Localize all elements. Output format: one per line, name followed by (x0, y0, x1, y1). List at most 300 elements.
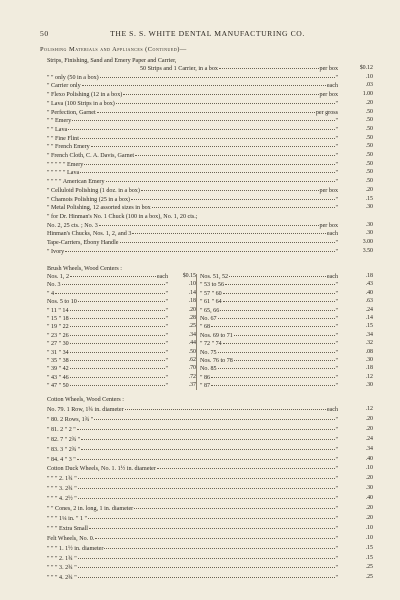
item-unit: " (335, 366, 338, 373)
item-unit: per box (319, 92, 338, 99)
price-row (47, 526, 340, 532)
item-label: " Celluloid Polishing (1 doz. in a box) (47, 187, 140, 194)
item-label: " Ivory (47, 248, 65, 255)
item-price: .34 (188, 331, 196, 338)
price-row (47, 214, 340, 220)
item-price: .50 (365, 108, 373, 115)
item-unit: per box (319, 187, 338, 194)
item-price: .37 (188, 382, 196, 389)
item-unit: " (335, 126, 338, 133)
item-price: .30 (365, 382, 373, 389)
item-unit: " (335, 74, 338, 81)
item-price: .50 (365, 152, 373, 158)
price-row (47, 333, 170, 339)
item-unit: " (165, 341, 168, 348)
item-unit: " (335, 196, 338, 203)
price-row (200, 282, 340, 288)
item-label: " 82. 7 " 2¾ " (47, 436, 81, 443)
dot-leader (70, 352, 165, 353)
item-label: " " Emery (47, 118, 72, 125)
dot-leader (94, 419, 334, 420)
item-label: Nos. 69 to 71 (200, 332, 233, 339)
dot-leader (223, 343, 335, 344)
dot-leader (78, 301, 165, 302)
item-label: 50 Strips and 1 Carrier, in a box (140, 66, 218, 72)
dot-leader (70, 343, 165, 344)
item-price: .72 (188, 373, 196, 380)
item-unit: " (165, 366, 168, 373)
item-unit: " (335, 535, 338, 542)
item-price: .30 (365, 221, 373, 228)
brush-heading: Brush Wheels, Wood Centers : (47, 266, 122, 272)
price-row (47, 516, 340, 522)
dot-leader (125, 409, 326, 410)
column-divider (196, 274, 197, 390)
item-unit: " (165, 358, 168, 364)
dot-leader (70, 318, 165, 319)
item-price: .50 (365, 125, 373, 132)
item-price: .20 (365, 475, 373, 482)
item-price: .50 (188, 348, 196, 355)
item-unit: " (335, 506, 338, 512)
item-unit: " (335, 486, 338, 493)
price-row (47, 110, 340, 116)
item-unit: " (335, 383, 338, 390)
page-title: THE S. S. WHITE DENTAL MANUFACTURING CO. (110, 29, 305, 38)
item-price: .25 (188, 323, 196, 330)
price-row (47, 341, 170, 347)
dot-leader (120, 242, 335, 243)
item-unit: " (165, 307, 168, 314)
price-row (200, 341, 340, 347)
dot-leader (229, 276, 326, 277)
item-unit: " (335, 205, 338, 212)
price-row (200, 291, 340, 297)
price-row (47, 437, 340, 443)
price-row (47, 101, 340, 107)
dot-leader (134, 508, 334, 509)
item-unit: " (165, 282, 168, 289)
dot-leader (70, 335, 165, 336)
item-label: " " " 3. 2¾ " (47, 486, 77, 493)
item-price: .18 (365, 365, 373, 372)
item-label: " " " Extra Small (47, 525, 88, 532)
dot-leader (77, 459, 335, 460)
price-row (47, 75, 340, 81)
item-unit: " (335, 307, 338, 314)
item-unit: " (165, 374, 168, 381)
dot-leader (77, 429, 335, 430)
item-price: .63 (365, 298, 373, 305)
item-label: " " " " American Emery (47, 179, 105, 186)
item-unit: " (335, 153, 338, 159)
item-label: " 39 " 42 (47, 366, 69, 373)
dot-leader (81, 439, 334, 440)
item-unit: " (335, 525, 338, 532)
item-unit: " (335, 118, 338, 125)
item-label: No. 67 (200, 316, 217, 322)
item-price: .30 (365, 485, 373, 492)
item-unit: each (156, 274, 168, 280)
dot-leader (116, 103, 335, 104)
item-price: .10 (365, 534, 373, 541)
item-label: " 31 " 34 (47, 349, 69, 356)
item-label: " 80. 2 Rows, 1¾ " (47, 416, 94, 423)
price-row (47, 457, 340, 463)
item-unit: each (326, 231, 338, 238)
dot-leader (141, 190, 319, 191)
price-row (47, 427, 340, 433)
dot-leader (84, 164, 334, 165)
item-unit: " (165, 324, 168, 331)
item-label: Cotton Duck Wheels, No. 1. 1½ in. diameter (47, 466, 156, 473)
item-label: " " " " " Emery (47, 161, 84, 168)
item-price: .20 (188, 306, 196, 313)
item-price: .50 (365, 134, 373, 141)
item-price: .62 (188, 357, 196, 363)
price-row (47, 506, 340, 512)
item-unit: " (335, 299, 338, 306)
price-row (47, 536, 340, 542)
item-price: .40 (365, 495, 373, 502)
item-label: " 83. 3 " 2¾ " (47, 446, 81, 453)
dot-leader (70, 368, 165, 369)
item-unit: " (335, 466, 338, 473)
dot-leader (89, 528, 335, 529)
dot-leader (78, 558, 335, 559)
dot-leader (70, 360, 165, 361)
price-row (47, 486, 340, 492)
item-unit: " (335, 555, 338, 562)
item-unit: " (335, 456, 338, 463)
price-row (47, 249, 340, 255)
item-label: " Carrier only (47, 83, 81, 90)
dot-leader (219, 68, 319, 69)
item-price: .34 (365, 331, 373, 338)
price-row (200, 375, 340, 381)
dot-leader (211, 377, 334, 378)
price-row (47, 496, 340, 502)
dot-leader (135, 155, 334, 156)
dot-leader (104, 548, 334, 549)
item-label: Tape-Carriers, Ebony Handle (47, 240, 119, 246)
dot-leader (88, 518, 334, 519)
item-price: .10 (365, 73, 373, 80)
item-price: .24 (365, 306, 373, 313)
price-row (47, 417, 340, 423)
price-row (200, 350, 340, 356)
price-row (47, 231, 340, 237)
dot-leader (211, 326, 334, 327)
dot-leader (70, 377, 165, 378)
item-price: .50 (365, 117, 373, 124)
price-row (47, 83, 340, 89)
item-price: .15 (365, 554, 373, 561)
item-label: " " French Emery (47, 144, 90, 151)
item-unit: " (165, 349, 168, 356)
price-row (47, 407, 340, 413)
dot-leader (78, 478, 335, 479)
dot-leader (72, 120, 334, 121)
price-row (140, 66, 340, 72)
item-price: .30 (365, 204, 373, 211)
item-price: .18 (365, 273, 373, 279)
item-label: " 43 " 46 (47, 374, 69, 381)
item-price: .24 (365, 435, 373, 442)
item-label: " 27 " 30 (47, 341, 69, 348)
price-row (47, 375, 170, 381)
item-label: No. 85 (200, 366, 217, 373)
item-unit: " (335, 290, 338, 297)
dot-leader (81, 449, 334, 450)
price-row (47, 546, 340, 552)
price-row (47, 308, 170, 314)
price-row (47, 118, 340, 124)
price-row (200, 274, 340, 280)
item-label: " " Cones, 2 in. long, 1 in. diameter (47, 506, 134, 512)
item-unit: " (335, 426, 338, 433)
dot-leader (234, 335, 335, 336)
dot-leader (55, 293, 164, 294)
price-row (200, 366, 340, 372)
item-price: .12 (365, 406, 373, 412)
dot-leader (106, 181, 335, 182)
item-label: " 35 " 38 (47, 358, 69, 364)
item-price: .10 (365, 524, 373, 531)
price-row (200, 299, 340, 305)
dot-leader (99, 225, 319, 226)
price-row (47, 179, 340, 185)
item-label: " " " 4. 2½ " (47, 496, 77, 503)
dot-leader (211, 385, 334, 386)
item-unit: " (165, 383, 168, 390)
item-price: .40 (365, 289, 373, 296)
dot-leader (132, 233, 325, 234)
item-label: " 65, 66 (200, 307, 220, 314)
item-price: .10 (188, 281, 196, 288)
item-label: No. 79. 1 Row, 1¾ in. diameter (47, 407, 124, 413)
item-price: .50 (365, 143, 373, 150)
item-label: " " " " " Lava (47, 170, 80, 177)
item-unit: per box (319, 66, 338, 72)
price-row (47, 291, 170, 297)
dot-leader (70, 276, 156, 277)
price-row (47, 188, 340, 194)
item-label: " 86 (200, 374, 211, 381)
dot-leader (78, 498, 335, 499)
item-price: .50 (365, 169, 373, 176)
item-label: " 15 " 18 (47, 316, 69, 322)
item-price: $0.12 (359, 65, 373, 71)
item-label: " 11 " 14 (47, 307, 69, 314)
item-price: 1.00 (362, 91, 373, 98)
item-unit: " (335, 282, 338, 289)
page-number: 50 (40, 29, 49, 38)
price-row (47, 162, 340, 168)
item-price: 3.00 (362, 239, 373, 245)
item-unit: " (335, 324, 338, 331)
item-price: .32 (365, 340, 373, 347)
price-row (47, 466, 340, 472)
dot-leader (123, 94, 318, 95)
price-row (47, 350, 170, 356)
item-label: " " " 1¼ in. " 1 " (47, 515, 88, 522)
price-row (47, 136, 340, 142)
price-row (200, 316, 340, 322)
price-row (47, 476, 340, 482)
price-row (47, 144, 340, 150)
item-label: " Lava (100 Strips in a box) (47, 100, 115, 107)
item-unit: " (335, 374, 338, 381)
price-row (47, 197, 340, 203)
item-price: $0.15 (182, 273, 196, 279)
item-label: " 72 " 74 (200, 341, 222, 348)
item-label: " 47 " 50 (47, 383, 69, 390)
item-price: .25 (365, 574, 373, 581)
item-unit: " (335, 179, 338, 186)
dot-leader (218, 368, 335, 369)
price-row (47, 299, 170, 305)
dot-leader (234, 360, 335, 361)
item-label: " 53 to 56 (200, 282, 224, 289)
item-unit: " (335, 332, 338, 339)
price-row (47, 92, 340, 98)
item-label: " " " 3. 2¾ " (47, 565, 77, 572)
price-row (47, 153, 340, 159)
item-label: " 4 (47, 290, 55, 297)
item-price: .70 (188, 365, 196, 372)
item-label: " Metal Polishing, 12 assorted sizes in box (47, 205, 151, 212)
item-unit: " (165, 299, 168, 306)
dot-leader (223, 301, 335, 302)
dot-leader (218, 352, 335, 353)
item-label: Nos. 76 to 78 (200, 358, 233, 364)
item-price: .03 (365, 82, 373, 89)
dot-leader (223, 293, 335, 294)
dot-leader (91, 146, 335, 147)
price-row (47, 565, 340, 571)
item-unit: " (335, 100, 338, 107)
item-price: .44 (188, 340, 196, 347)
price-row (47, 240, 340, 246)
item-label: " " " 1. 1½ in. diameter (47, 545, 104, 552)
strips-heading: Strips, Finishing, Sand and Emery Paper and Carrier, (47, 58, 177, 64)
item-unit: " (165, 290, 168, 297)
dot-leader (82, 85, 326, 86)
item-price: .43 (365, 281, 373, 288)
dot-leader (97, 112, 315, 113)
item-unit: " (335, 575, 338, 582)
section-title: Polishing Materials and Appliances (Continued)— (40, 46, 187, 53)
item-label: " " Fine Flint (47, 135, 79, 142)
price-row (47, 324, 170, 330)
dot-leader (65, 251, 334, 252)
item-unit: " (335, 416, 338, 423)
price-row (47, 366, 170, 372)
item-price: .14 (188, 289, 196, 296)
item-label: " 19 " 22 (47, 324, 69, 331)
item-label: " 87 (200, 383, 211, 390)
price-row (47, 282, 170, 288)
dot-leader (152, 207, 335, 208)
item-price: .30 (365, 357, 373, 363)
item-label: " " " 4. 2¾ " (47, 575, 77, 582)
item-label: No. 2, 25 cts. ; No. 3 (47, 222, 98, 229)
item-label: " for Dr. Hinman's No. 1 Chuck (100 in a box), No. 1, 20 cts.; (47, 213, 198, 220)
item-unit: " (165, 316, 168, 322)
dot-leader (78, 488, 335, 489)
price-row (47, 205, 340, 211)
price-row (200, 358, 340, 364)
dot-leader (70, 310, 165, 311)
item-price: .15 (365, 323, 373, 330)
dot-leader (131, 199, 334, 200)
dot-leader (78, 567, 335, 568)
price-row (47, 170, 340, 176)
dot-leader (70, 385, 165, 386)
item-unit: " (335, 316, 338, 322)
item-unit: " (335, 358, 338, 364)
price-row (47, 447, 340, 453)
item-unit: " (335, 496, 338, 503)
item-label: No. 75 (200, 349, 217, 356)
item-price: .50 (365, 160, 373, 167)
item-unit: " (335, 446, 338, 453)
item-unit: " (335, 436, 338, 443)
item-label: " Perfection, Garnet (47, 109, 96, 116)
item-unit: " (335, 161, 338, 168)
item-label: Nos. 51, 52 (200, 274, 229, 280)
dot-leader (157, 468, 335, 469)
item-price: .25 (365, 564, 373, 571)
item-unit: " (335, 170, 338, 177)
item-unit: " (335, 349, 338, 356)
item-unit: " (335, 545, 338, 552)
item-unit: " (335, 240, 338, 246)
item-label: No. 3 (47, 282, 61, 289)
item-label: " Chamois Polishing (25 in a box) (47, 196, 131, 203)
item-label: Felt Wheels, No. 0. (47, 535, 95, 542)
item-price: .30 (365, 230, 373, 237)
dot-leader (78, 577, 335, 578)
item-price: .20 (365, 425, 373, 432)
price-row (200, 324, 340, 330)
item-unit: " (335, 565, 338, 572)
item-unit: " (335, 135, 338, 142)
item-price: .20 (365, 415, 373, 422)
item-unit: " (165, 332, 168, 339)
item-label: Hinman's Chucks, Nos. 1, 2, and 3 (47, 231, 132, 238)
item-label: " 61 " 64 (200, 299, 222, 306)
item-price: 3.50 (362, 247, 373, 254)
item-price: .12 (365, 373, 373, 380)
item-price: .18 (188, 298, 196, 305)
dot-leader (68, 129, 334, 130)
item-price: .15 (365, 195, 373, 202)
dot-leader (220, 310, 334, 311)
price-row (47, 383, 170, 389)
item-label: " 57 " 60 (200, 290, 222, 297)
item-unit: " (335, 248, 338, 255)
item-price: .14 (365, 315, 373, 321)
item-label: " Flexo Polishing (12 in a box) (47, 92, 123, 99)
item-label: " " " 2. 1¾ " (47, 555, 77, 562)
price-row (200, 333, 340, 339)
item-unit: each (326, 274, 338, 280)
item-label: Nos. 5 to 10 (47, 299, 77, 306)
item-price: .34 (365, 445, 373, 452)
item-price: .20 (365, 186, 373, 193)
